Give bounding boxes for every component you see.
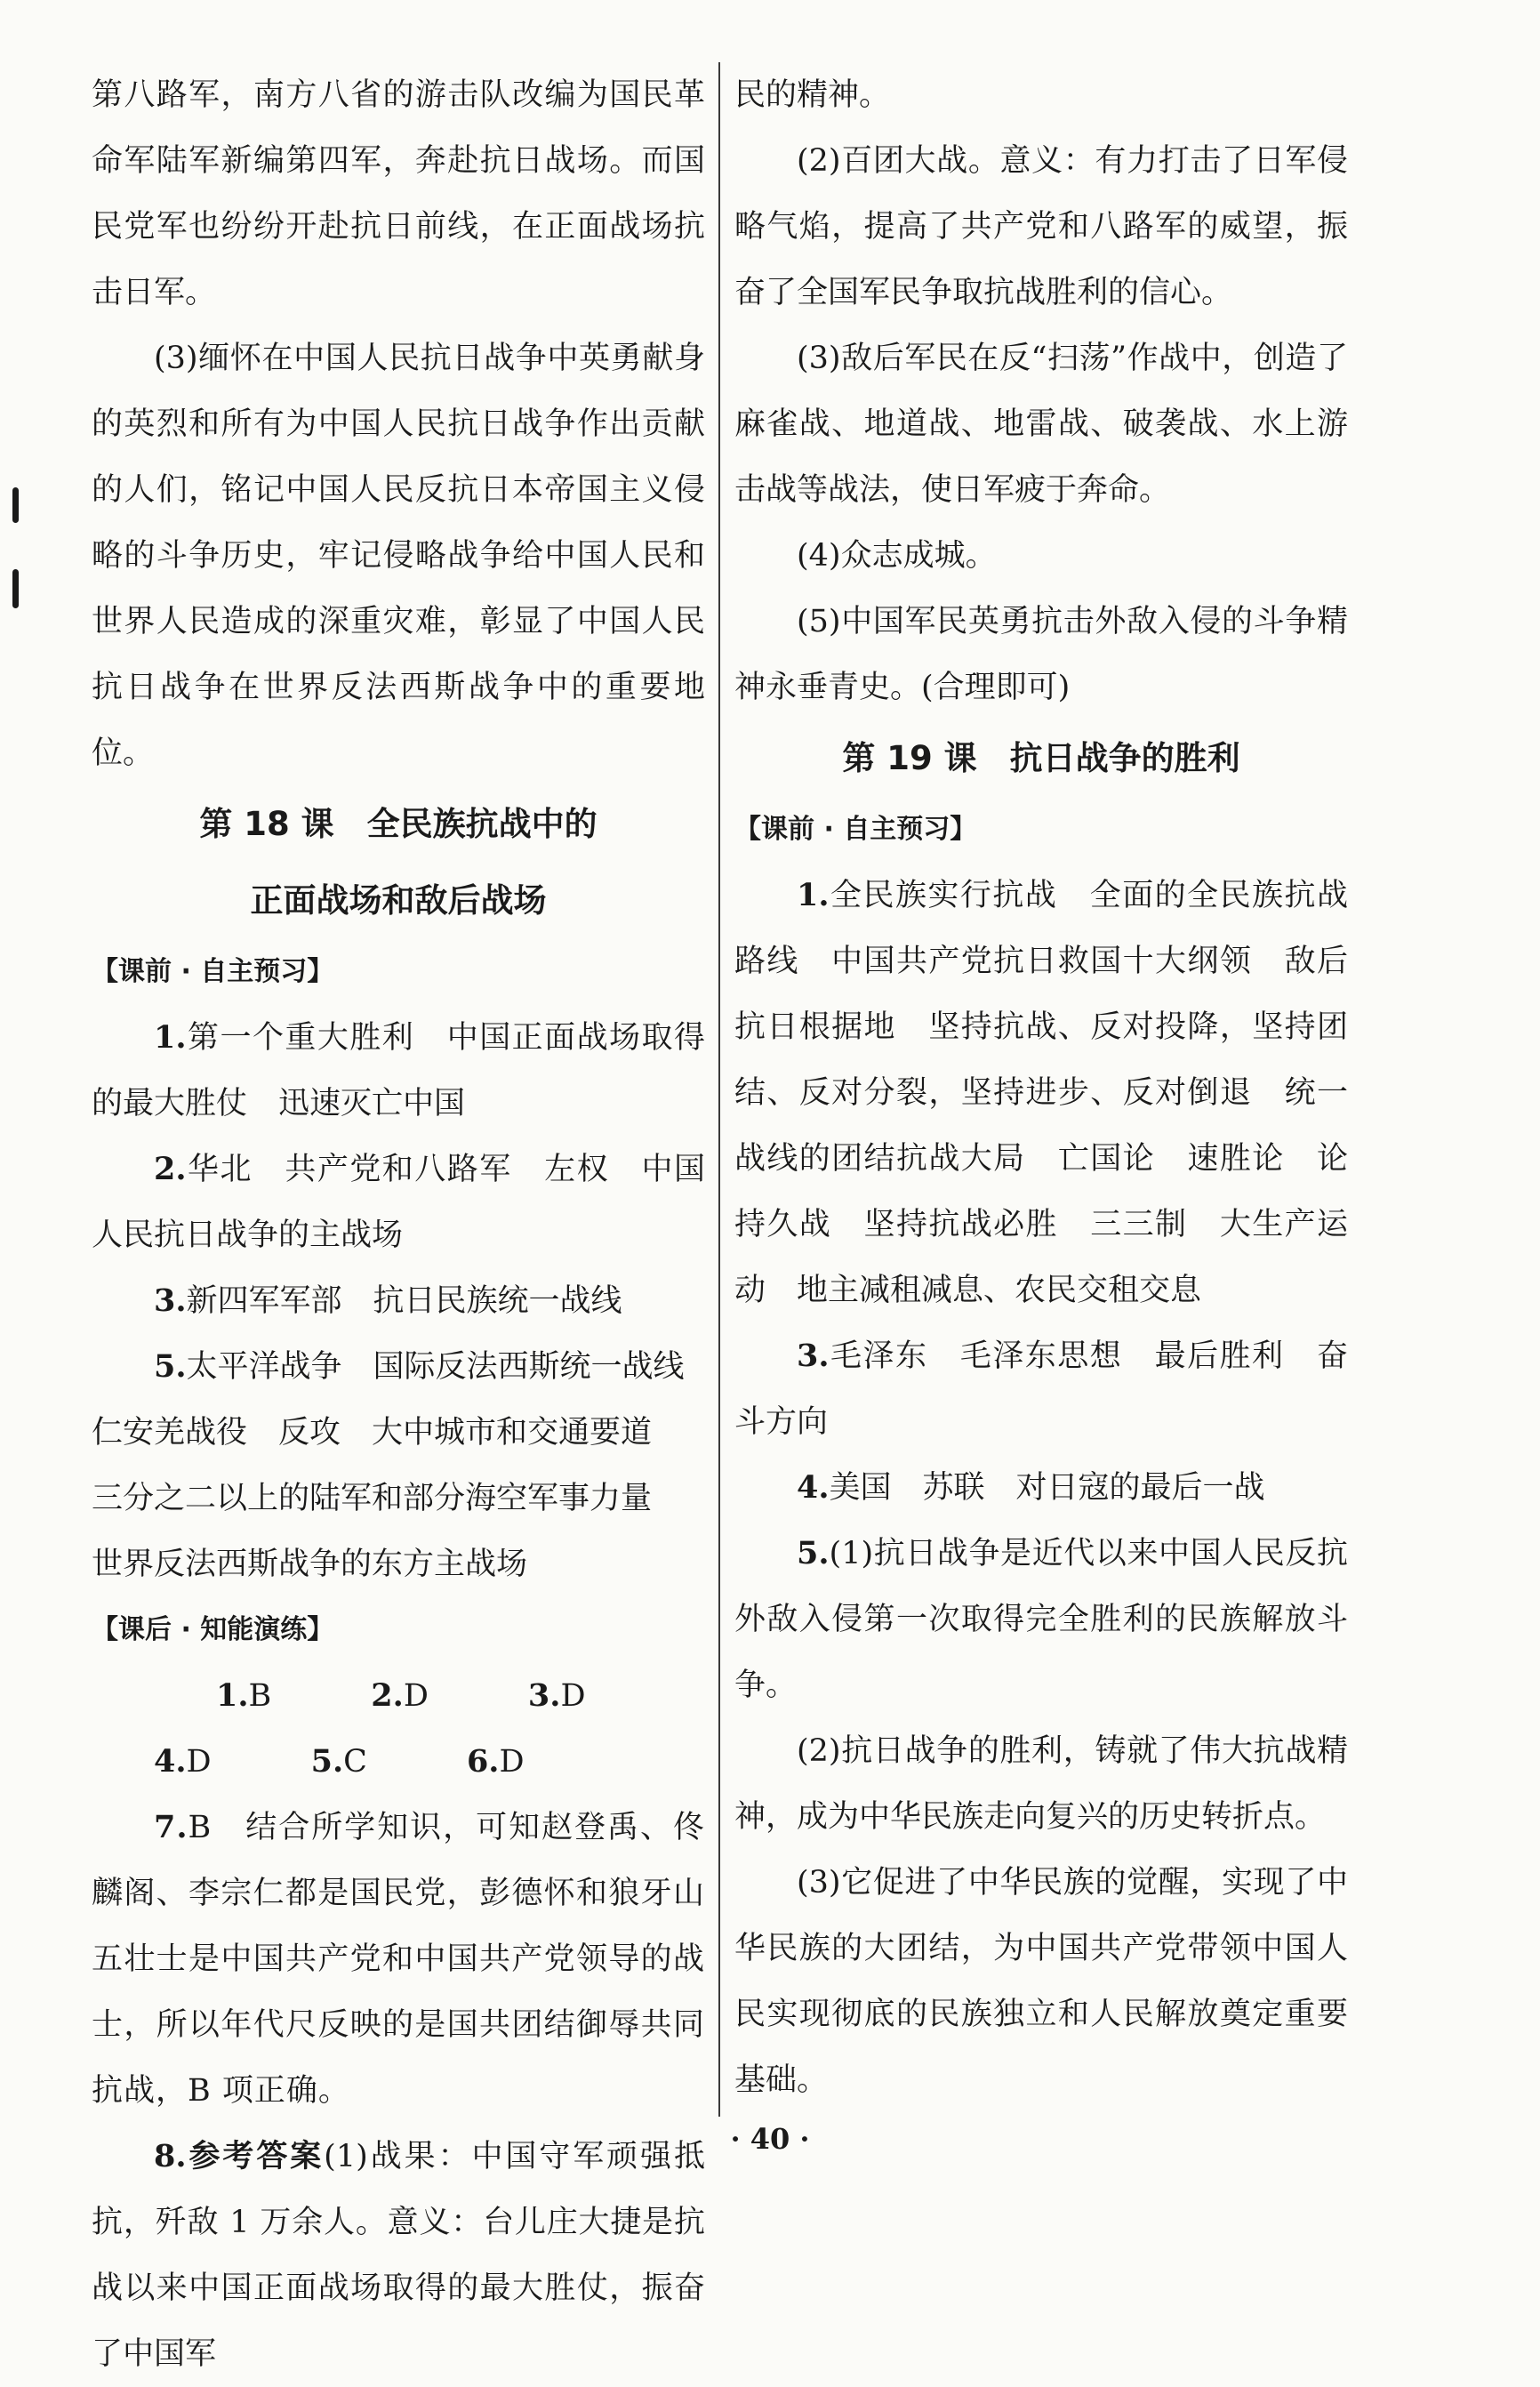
paragraph: (2)百团大战。意义：有力打击了日军侵略气焰，提高了共产党和八路军的威望，振奋了全国军民争取抗战胜利的信心。: [734, 143, 1348, 310]
item-number: 4.: [797, 1469, 830, 1506]
mc-letter: D: [186, 1744, 212, 1780]
item-number: 5.: [154, 1348, 187, 1385]
item-number: 2.: [154, 1151, 187, 1187]
item-number: 1.: [154, 1019, 187, 1056]
item-number: 1.: [216, 1677, 249, 1714]
lesson-18-title-line-2: 正面战场和敌后战场: [250, 881, 547, 920]
answer-text: 美国 苏联 对日寇的最后一战: [829, 1470, 1265, 1506]
right-column: [734, 62, 1348, 2113]
item-number: 3.: [527, 1677, 561, 1714]
answer-text: B 结合所学知识，可知赵登禹、佟麟阁、李宗仁都是国民党，彭德怀和狼牙山五壮士是中国共产党和中国共产党领导的战士，所以年代尺反映的是国共团结御辱共同抗战，B 项正确。: [92, 1810, 705, 2109]
paragraph: 民的精神。: [734, 77, 891, 113]
answer-2: [92, 1137, 705, 1268]
answer-text: 太平洋战争 国际反法西斯统一战线: [186, 1349, 685, 1385]
mc-letter: D: [560, 1678, 586, 1714]
paragraph: (5)中国军民英勇抗击外敌入侵的斗争精神永垂青史。(合理即可): [734, 604, 1348, 705]
item-number: 5.: [310, 1743, 344, 1780]
mc-answer: [249, 1729, 367, 1795]
item-number: 3.: [797, 1338, 830, 1374]
scan-mark: [12, 569, 19, 608]
paragraph: 第八路军，南方八省的游击队改编为国民革命军陆军新编第四军，奔赴抗日战场。而国民党军也纷纷开赴抗日前线，在正面战场抗击日军。: [92, 77, 705, 310]
item-number: 2.: [371, 1677, 404, 1714]
item-number: 1.: [797, 877, 830, 913]
mc-letter: C: [343, 1744, 367, 1780]
answer-3: [92, 1268, 705, 1334]
mc-letter: D: [499, 1744, 525, 1780]
lesson-19-title: 第 19 课 抗日战争的胜利: [842, 739, 1240, 777]
section-heading-preview: 【课前 · 自主预习】: [734, 814, 977, 845]
mc-answer: [309, 1663, 429, 1729]
answer-7: [92, 1795, 705, 2124]
page-number: · 40 ·: [730, 2122, 810, 2156]
item-number: 6.: [466, 1743, 500, 1780]
paragraph: (3)敌后军民在反“扫荡”作战中，创造了麻雀战、地道战、地雷战、破袭战、水上游击战等战法，使日军疲于奔命。: [734, 341, 1348, 508]
paragraph: (2)抗日战争的胜利，铸就了伟大抗战精神，成为中华民族走向复兴的历史转折点。: [734, 1733, 1348, 1835]
answer-text: 毛泽东 毛泽东思想 最后胜利 奋斗方向: [734, 1338, 1348, 1440]
mc-letter: B: [248, 1678, 272, 1714]
answer-1: [734, 863, 1348, 1323]
answer-text: 第一个重大胜利 中国正面战场取得的最大胜仗 迅速灭亡中国: [92, 1020, 705, 1121]
item-number: 7.: [154, 1809, 188, 1845]
answer-text: 华北 共产党和八路军 左权 中国人民抗日战争的主战场: [92, 1152, 705, 1253]
left-column: [92, 62, 705, 2387]
answer-8: [92, 2124, 705, 2387]
answer-5: [734, 1521, 1348, 1718]
item-number: 8.: [154, 2138, 187, 2174]
answer-1: [92, 1005, 705, 1137]
multiple-choice-answers: [92, 1663, 705, 1795]
mc-letter: D: [403, 1678, 429, 1714]
mc-answer: [405, 1729, 525, 1795]
section-heading-practice: 【课后 · 知能演练】: [92, 1614, 334, 1645]
column-divider: [718, 62, 720, 2117]
section-heading-preview: 【课前 · 自主预习】: [92, 956, 334, 987]
paragraph: (4)众志成城。: [797, 538, 997, 574]
item-number: 5.: [797, 1535, 830, 1571]
answer-3: [734, 1323, 1348, 1455]
item-number: 4.: [154, 1743, 187, 1780]
paragraph: (3)它促进了中华民族的觉醒，实现了中华民族的大团结，为中国共产党带领中国人民实现彻底的民族独立和人民解放奠定重要基础。: [734, 1865, 1348, 2098]
item-number: 3.: [154, 1282, 187, 1319]
answer-5-line-4: 世界反法西斯战争的东方主战场: [92, 1547, 528, 1582]
answer-5-line-3: 三分之二以上的陆军和部分海空军事力量: [92, 1481, 653, 1516]
lesson-18-title-line-1: 第 18 课 全民族抗战中的: [199, 805, 598, 843]
answer-text: 新四军军部 抗日民族统一战线: [186, 1283, 622, 1319]
paragraph: (3)缅怀在中国人民抗日战争中英勇献身的英烈和所有为中国人民抗日战争作出贡献的人们，铭记中国人民反抗日本帝国主义侵略的斗争历史，牢记侵略战争给中国人民和世界人民造成的深重灾难，彰显了中国人民抗日战争在世界反法西斯战争中的重要地位。: [92, 341, 705, 771]
answer-text: 全民族实行抗战 全面的全民族抗战路线 中国共产党抗日救国十大纲领 敌后抗日根据地 坚持抗战、反对投降，坚持团结、反对分裂，坚持进步、反对倒退 统一战线的团结抗战大局 亡国论 速胜论 论持久战 坚持抗战必胜 三三制 大生产运动 地主减租减息、农民交租交息: [734, 878, 1348, 1308]
scan-mark: [12, 487, 19, 523]
mc-answer: [154, 1663, 271, 1729]
reference-answer-label: 参考答案: [186, 2138, 325, 2174]
mc-answer: [466, 1663, 586, 1729]
answer-text: (1)战果：中国守军顽强抵抗，歼敌 1 万余人。意义：台儿庄大捷是抗战以来中国正面战场取得的最大胜仗，振奋了中国军: [92, 2139, 705, 2372]
answer-text: (1)抗日战争是近代以来中国人民反抗外敌入侵第一次取得完全胜利的民族解放斗争。: [734, 1536, 1348, 1703]
answer-4: [734, 1455, 1348, 1521]
mc-answer: [92, 1729, 212, 1795]
answer-5-line-2: 仁安羌战役 反攻 大中城市和交通要道: [92, 1415, 653, 1451]
answer-5-line-1: [92, 1334, 705, 1400]
